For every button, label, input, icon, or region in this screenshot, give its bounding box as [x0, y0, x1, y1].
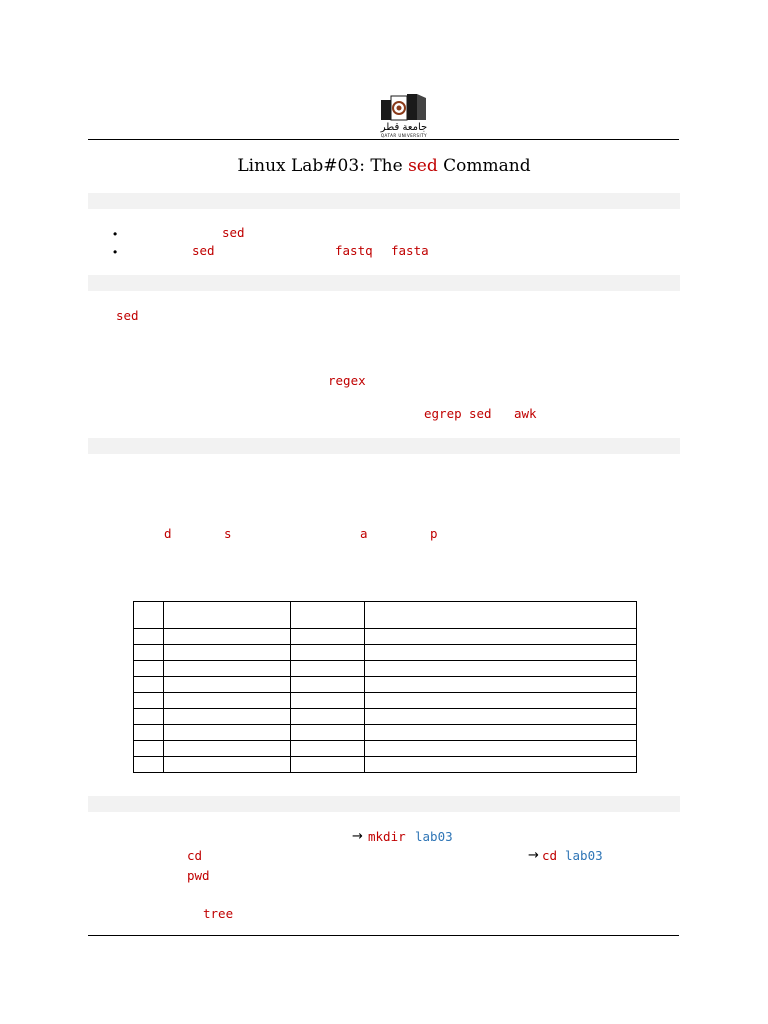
table-cell — [291, 725, 365, 741]
table-row — [134, 677, 637, 693]
footer-rule — [88, 935, 679, 936]
inline-code: mkdir — [368, 829, 406, 844]
table-cell — [164, 709, 291, 725]
title-suffix: Command — [437, 156, 531, 176]
inline-code-arg: lab03 — [415, 829, 453, 844]
inline-code: sed — [222, 225, 245, 240]
table-cell — [134, 709, 164, 725]
table-cell — [164, 693, 291, 709]
table-cell — [365, 693, 637, 709]
table-cell — [164, 677, 291, 693]
table-cell — [134, 602, 164, 629]
inline-code: sed — [192, 243, 215, 258]
section-band-objectives — [88, 193, 680, 209]
table-cell — [291, 661, 365, 677]
inline-code: regex — [328, 373, 366, 388]
title-highlight: sed — [408, 156, 438, 176]
section-band-intro — [88, 275, 680, 291]
table-row — [134, 757, 637, 773]
table-cell — [365, 602, 637, 629]
table-cell — [365, 677, 637, 693]
table-cell — [291, 741, 365, 757]
table-row — [134, 693, 637, 709]
table-cell — [291, 629, 365, 645]
section-band-setup — [88, 796, 680, 812]
table-row — [134, 741, 637, 757]
table-cell — [291, 709, 365, 725]
inline-code: a — [360, 526, 368, 541]
table-cell — [134, 661, 164, 677]
table-cell — [164, 725, 291, 741]
bullet-marker: • — [113, 245, 118, 259]
table-cell — [164, 602, 291, 629]
table-cell — [134, 693, 164, 709]
table-cell — [291, 757, 365, 773]
inline-code: d — [164, 526, 172, 541]
table-row — [134, 661, 637, 677]
table-cell — [134, 725, 164, 741]
sed-commands-table — [133, 601, 637, 773]
table-cell — [164, 629, 291, 645]
table-cell — [365, 629, 637, 645]
table-cell — [291, 645, 365, 661]
university-logo — [378, 92, 430, 140]
table-cell — [134, 645, 164, 661]
table-cell — [365, 757, 637, 773]
inline-code: fasta — [391, 243, 429, 258]
table-cell — [164, 661, 291, 677]
inline-code: tree — [203, 906, 234, 921]
bullet-marker: • — [113, 227, 118, 241]
table-cell — [134, 629, 164, 645]
inline-code: sed — [469, 406, 492, 421]
header-rule — [88, 139, 679, 140]
page-title — [0, 154, 768, 178]
inline-code: egrep — [424, 406, 462, 421]
university-emblem-icon — [378, 92, 430, 122]
table-cell — [365, 741, 637, 757]
table-cell — [365, 709, 637, 725]
inline-code-arg: lab03 — [565, 848, 603, 863]
table-cell — [365, 725, 637, 741]
arrow-right-icon: → — [528, 848, 539, 863]
table-row — [134, 645, 637, 661]
inline-code: p — [430, 526, 438, 541]
inline-code: s — [224, 526, 232, 541]
table-cell — [134, 741, 164, 757]
inline-code: fastq — [335, 243, 373, 258]
table-cell — [291, 677, 365, 693]
table-cell — [164, 645, 291, 661]
section-band-commands — [88, 438, 680, 454]
inline-code: cd — [542, 848, 558, 863]
inline-code: awk — [514, 406, 537, 421]
inline-code: pwd — [187, 868, 210, 883]
table-cell — [365, 661, 637, 677]
table-row — [134, 709, 637, 725]
inline-code: sed — [116, 308, 139, 323]
table-cell — [164, 757, 291, 773]
table-cell — [134, 757, 164, 773]
table-header-row — [134, 602, 637, 629]
table-row — [134, 725, 637, 741]
table-cell — [164, 741, 291, 757]
logo-english-text: QATAR UNIVERSITY — [380, 133, 428, 138]
logo-arabic-text: جامعة قطر — [380, 122, 428, 133]
table-cell — [365, 645, 637, 661]
table-row — [134, 629, 637, 645]
table-cell — [134, 677, 164, 693]
table-cell — [291, 602, 365, 629]
title-prefix: Linux Lab#03: The — [237, 156, 409, 176]
inline-code: cd — [187, 848, 203, 863]
arrow-right-icon: → — [352, 829, 363, 844]
table-cell — [291, 693, 365, 709]
